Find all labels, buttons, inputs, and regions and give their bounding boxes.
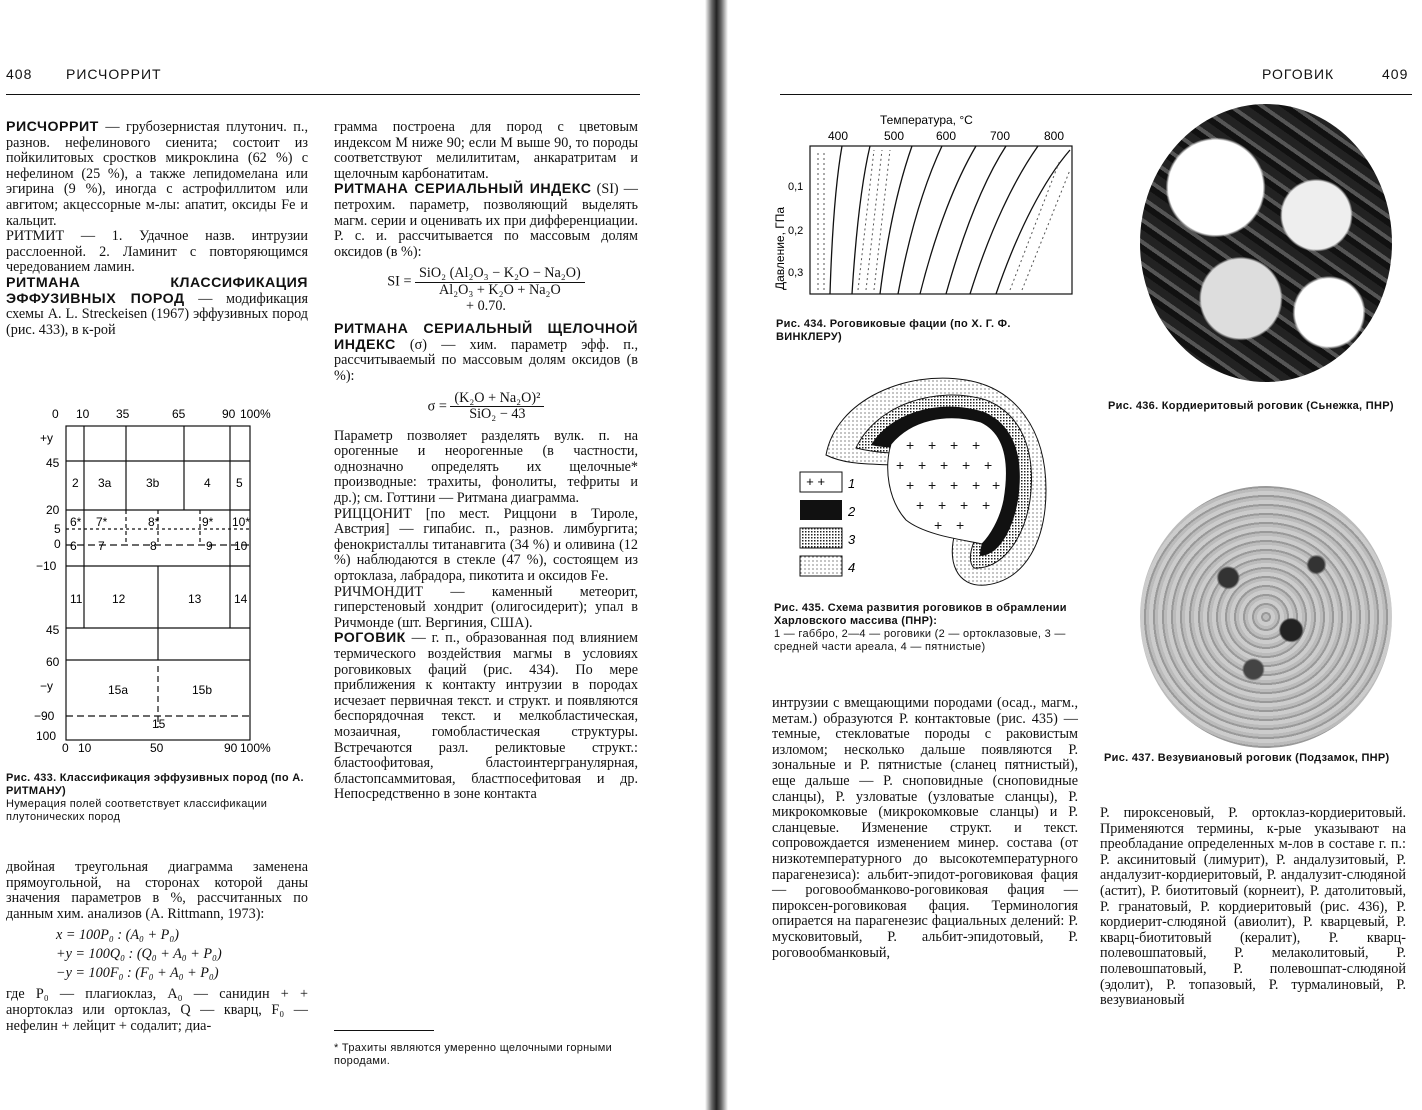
svg-text:+: + — [938, 497, 947, 513]
left-page — [0, 0, 705, 1110]
field-label: 6* — [70, 515, 82, 529]
tick-label: 65 — [172, 407, 186, 421]
book-gutter — [705, 0, 728, 1110]
field-label: 5 — [236, 476, 243, 490]
tick-label: 0 — [52, 407, 59, 421]
tick-label: 10 — [78, 741, 92, 755]
svg-text:+: + — [918, 457, 927, 473]
tick-label: 0 — [54, 537, 61, 551]
left-column-1-top — [6, 120, 308, 338]
svg-text:+: + — [972, 477, 981, 493]
tick-label: 50 — [150, 741, 164, 755]
pressure-label: 0,3 — [788, 267, 804, 279]
tick-label: 60 — [46, 655, 60, 669]
entry-richmondit: РИЧМОНДИТ — каменный метеорит, гиперстеновый хондрит (олигосидерит); упал в Ричмонде (шт. Вергиния, США). — [334, 583, 638, 631]
temp-label: 500 — [884, 129, 905, 143]
fig433-bottom-ticks — [62, 741, 271, 755]
field-label: 15 — [152, 717, 166, 731]
svg-text:+: + — [928, 477, 937, 493]
svg-text:+: + — [906, 477, 915, 493]
svg-text:+ +: + + — [806, 474, 825, 489]
legend-label: 3 — [848, 532, 856, 547]
fig433-diagram — [0, 398, 310, 758]
field-label: 3b — [146, 476, 160, 490]
tick-label: 90 — [224, 741, 238, 755]
field-label: 13 — [188, 592, 202, 606]
field-label: 4 — [204, 476, 211, 490]
field-label: 11 — [70, 592, 83, 606]
running-head-right: РОГОВИК — [1262, 66, 1335, 82]
rittmann-equations: x = 100P₀ : (A₀ + P₀) +y = 100Q₀ : (Q₀ + A₀ + P₀) −y = 100F₀ : (F₀ + A₀ + P₀) — [56, 927, 222, 982]
fig434-caption: Рис. 434. Роговиковые фации (по Х. Г. Ф. ВИНКЛЕРУ) — [776, 318, 1011, 343]
header-rule-right — [780, 94, 1412, 95]
tick-label: 10 — [76, 407, 90, 421]
tick-label: −90 — [34, 709, 55, 723]
field-label: 15b — [192, 683, 213, 697]
footnote: * Трахиты являются умеренно щелочными горными породами. — [334, 1042, 613, 1067]
temp-label: 400 — [828, 129, 849, 143]
tick-label: 0 — [62, 741, 69, 755]
legend-label: 1 — [848, 476, 856, 491]
svg-text:+: + — [928, 437, 937, 453]
left-column-1-bottom: двойная треугольная диаграмма заменена прямоугольной, на сторонах которой даны значения параметров в %, рассчитанных по данным хим. анализов (A. Rittmann, 1973): x = 100P₀ : (A₀ + P₀) +y = 100Q₀ : (Q₀ + A₀ + P₀) −y = 100F₀ : (F₀ + A₀ + P₀) где P₀ — плагиоклаз, A₀ — санидин + + анортоклаз или ортоклаз, Q — кварц, F₀ — нефелин + лейцит + содалит; диа- — [6, 859, 308, 1034]
tick-label: 45 — [46, 623, 60, 637]
tick-label: 100% — [240, 407, 271, 421]
svg-text:+: + — [916, 497, 925, 513]
tick-label: −10 — [36, 559, 57, 573]
legend-label: 2 — [848, 504, 856, 519]
field-label: 3a — [98, 476, 112, 490]
left-column-2: грамма построена для пород с цветовым индексом M ниже 90; если M выше 90, то породы соответствуют мелилититам, анкаратритам и щелочным карбонатитам. РИТМАНА СЕРИАЛЬНЫЙ ИНДЕКС (SI) — петрохим. параметр, позволяющий выделять магм. серии и оценивать их при дифференциации. Р. с. и. рассчитывается по массовым долям оксидов (в %): SI = $\frac{\text{SiO₂ (Al₂O₃ − K₂O − Na₂O)}}{\text{Al₂O₃ + K₂O + Na₂O}}$ + 0.70. РИТМАНА СЕРИАЛЬНЫЙ ЩЕЛОЧНОЙ ИНДЕКС (σ) — хим. параметр эфф. п., рассчитываемый по массовым долям оксидов (в %): σ = $\frac{\text{(K₂O + Na₂O)²}}{\text{SiO₂ − 43}}$ Параметр позволяет разделять вулк. п. на орогенные и неорогенные (в частности, однозначно определять их щелочные* производные: трахиты, фонолиты, тефриты и др.); см. Готтини — Ритмана диаграмма. РИЦЦОНИТ [по мест. Риццони в Тироле, Австрия] — гипабис. п., разнов. лимбургита; фенокристаллы титанавгита (34 %) и оливина (12 %) наблюдаются в стекле (47 %), состоящем из ортоклаза, лабрадора, пикотита и оксидов Fe. РИЧМОНДИТ — каменный метеорит, гиперстеновый хондрит (олигосидерит); упал в Ричмонде (шт. Вергиния, США). РОГОВИК — г. п., образованная под влиянием термического воздействия магмы в условиях роговиковых фаций (рис. 434). По мере приближения к контакту интрузии в породах исчезает первичная текст. и структ. и появляются беспорядочная текст. и мелкобластическая, мозаичная, гомобластическая структуры. Встречаются разл. реликтовые структ.: бластоофитовая, бластоинтергранулярная, бластопсаммитовая, бластпосефитовая и др. Непосредственно в зоне контакта — [334, 119, 638, 803]
pressure-label: 0,2 — [788, 225, 804, 237]
fig435-diagram — [796, 360, 1076, 590]
svg-text:+: + — [992, 477, 1001, 493]
fig433-field-labels — [70, 476, 250, 731]
entry-rogovik: РОГОВИК — г. п., образованная под влиянием термического воздействия магмы в условиях роговиковых фаций (рис. 434). По мере приближения к контакту интрузии в породах исчезает первичная текст. и структ. и появляются беспорядочная текст. и мелкобластическая, мозаичная, гомобластическая структуры. Встречаются разл. реликтовые структ.: бластоофитовая, бластоинтергранулярная, бластопсаммитовая, бластпосефитовая и др. Непосредственно в зоне контакта — [334, 630, 638, 803]
right-page — [728, 0, 1422, 1110]
running-head-left: РИСЧОРРИТ — [66, 66, 162, 82]
svg-text:+: + — [940, 457, 949, 473]
tick-label: +y — [40, 431, 54, 445]
field-label: 9 — [206, 539, 213, 553]
right-column-1: интрузии с вмещающими породами (осад., магм., метам.) образуются Р. контактовые (рис. 435) — темные, стекловатые породы с раковистым изломом; несколько дальше появляются Р. зональные и Р. пятнистые (сланец пятнистый), еще дальше — Р. сноповидные (сноповидные сланцы), Р. узловатые (узловатые сланцы), Р. микрокомковые (микрокомковые сланцы) и Р. сланцевые. Изменение структ. и текст. сопровождается изменением минер. состава (от низкотемпературного до высокотемпературного парагенезиса): альбит-эпидот-роговиковая фация — роговообманково-роговиковая фация — пироксен-роговиковая фация. Терминология опирается на парагенезис фациальных делений: Р. мусковитовый, Р. альбит-эпидотовый, Р. роговообманковый, — [772, 695, 1078, 961]
svg-text:+: + — [984, 457, 993, 473]
entry-rittmann-alkali-index: РИТМАНА СЕРИАЛЬНЫЙ ЩЕЛОЧНОЙ ИНДЕКС (σ) — хим. параметр эфф. п., рассчитываемый по массовым долям оксидов (в %): — [334, 321, 638, 384]
svg-text:+: + — [982, 497, 991, 513]
field-label: 10* — [232, 515, 251, 529]
svg-text:+: + — [950, 477, 959, 493]
svg-text:+: + — [962, 457, 971, 473]
tick-label: 5 — [54, 522, 61, 536]
entry-ritmit: РИТМИТ — 1. Удачное назв. интрузии расслоенной. 2. Ламинит с повторяющимся чередованием ламин. — [6, 228, 308, 276]
fig433-top-ticks — [52, 407, 271, 421]
fig433-left-ticks — [34, 431, 61, 743]
fig435-legend — [800, 472, 856, 576]
entry-rittmann-serial-index: РИТМАНА СЕРИАЛЬНЫЙ ИНДЕКС (SI) — петрохим. параметр, позволяющий выделять магм. серии и оценивать их при дифференциации. Р. с. и. рассчитывается по массовым долям оксидов (в %): — [334, 181, 638, 260]
tick-label: −y — [40, 679, 54, 693]
page-number-right: 409 — [1382, 66, 1409, 82]
svg-text:+: + — [960, 497, 969, 513]
legend-label: 4 — [848, 560, 856, 575]
fig433-caption: Рис. 433. Классификация эффузивных пород (по А. РИТМАНУ) Нумерация полей соответствует классификации плутонических пород — [6, 772, 304, 823]
tick-label: 100% — [240, 741, 271, 755]
field-label: 6 — [70, 539, 77, 553]
field-label: 7 — [98, 539, 105, 553]
fig436-caption: Рис. 436. Кордиеритовый роговик (Сьнежка, ПНР) — [1108, 400, 1394, 412]
fig437-caption: Рис. 437. Везувиановый роговик (Подзамок, ПНР) — [1104, 752, 1390, 764]
field-label: 10 — [234, 539, 248, 553]
field-label: 8 — [150, 539, 157, 553]
tick-label: 90 — [222, 407, 236, 421]
tick-label: 100 — [36, 729, 57, 743]
field-label: 2 — [72, 476, 79, 490]
page-number-left: 408 — [6, 66, 33, 82]
si-formula: SI = $\frac{\text{SiO₂ (Al₂O₃ − K₂O − Na₂O)}}{\text{Al₂O₃ + K₂O + Na₂O}}$ + 0.70. — [334, 266, 638, 314]
entry-rischorrit: РИСЧОРРИТ — грубозернистая плутонич. п., разнов. нефелинового сиенита; состоит из пойкилитовых сростков микроклина (62 %) с нефелином (25 %), а также лепидомелана или эгирина (9 %), иногда с астрофиллитом или авгитом; акцессорные м-лы: апатит, оксиды Fe и кальцит. — [6, 119, 308, 229]
fig434-diagram — [770, 110, 1090, 300]
svg-text:+: + — [906, 437, 915, 453]
temp-label: 700 — [990, 129, 1011, 143]
sigma-formula: σ = $\frac{\text{(K₂O + Na₂O)²}}{\text{SiO₂ − 43}}$ — [334, 391, 638, 423]
svg-text:+: + — [956, 517, 965, 533]
svg-text:+: + — [934, 517, 943, 533]
fig434-ylabel: Давление, ГПа — [773, 206, 787, 290]
entry-riccionit: РИЦЦОНИТ [по мест. Риццони в Тироле, Австрия] — гипабис. п., разнов. лимбургита; фенокристаллы титанавгита (34 %) и оливина (12 %) наблюдаются в стекле (47 %), состоящем из ортоклаза, лабрадора, пикотита и оксидов Fe. — [334, 505, 638, 585]
tick-label: 45 — [46, 456, 60, 470]
field-label: 14 — [234, 592, 248, 606]
svg-text:+: + — [972, 437, 981, 453]
fig436-micrograph — [1140, 104, 1392, 382]
tick-label: 35 — [116, 407, 130, 421]
field-label: 12 — [112, 592, 126, 606]
svg-text:+: + — [896, 457, 905, 473]
fig435-caption: Рис. 435. Схема развития роговиков в обрамлении Харловского массива (ПНР): 1 — габбро, 2—4 — роговики (2 — ортоклазовые, 3 — средней части ареала, 4 — пятнистые) — [774, 602, 1067, 653]
temp-label: 600 — [936, 129, 957, 143]
field-label: 7* — [96, 515, 108, 529]
header-rule-left — [6, 94, 640, 95]
fig437-micrograph — [1140, 486, 1392, 748]
field-label: 8* — [148, 515, 160, 529]
fig434-title: Температура, °C — [880, 113, 973, 127]
footnote-rule — [334, 1030, 434, 1031]
svg-text:+: + — [950, 437, 959, 453]
right-column-2: Р. пироксеновый, Р. ортоклаз-кордиеритовый. Применяются термины, к-рые указывают на преобладание определенных м-лов в составе г. п.: Р. аксинитовый (лимурит), Р. андалузитовый, Р. андалузит-кордиеритовый, Р. андалузит-слюдяной (астит), Р. биотитовый (корнеит), Р. датолитовый, Р. гранатовый, Р. кордиеритовый (рис. 436), Р. кордиерит-слюдяной (авиолит), Р. кварцевый, Р. кварц-биотитовый (кералит), Р. кварц-полевошпатовый, Р. мелаколитовый, Р. полевошпатовый, Р. полевошпат-слюдяной (эдолит), Р. топазовый, Р. турмалиновый, Р. везувиановый — [1100, 805, 1406, 1009]
temp-label: 800 — [1044, 129, 1065, 143]
field-label: 15a — [108, 683, 129, 697]
pressure-label: 0,1 — [788, 181, 804, 193]
entry-rittmann-classification: РИТМАНА КЛАССИФИКАЦИЯ ЭФФУЗИВНЫХ ПОРОД — модификация схемы A. L. Streckeisen (1967) эффузивных пород (рис. 433), в к-рой — [6, 274, 308, 338]
fig433-grid — [66, 426, 250, 740]
field-label: 9* — [202, 515, 214, 529]
tick-label: 20 — [46, 503, 60, 517]
